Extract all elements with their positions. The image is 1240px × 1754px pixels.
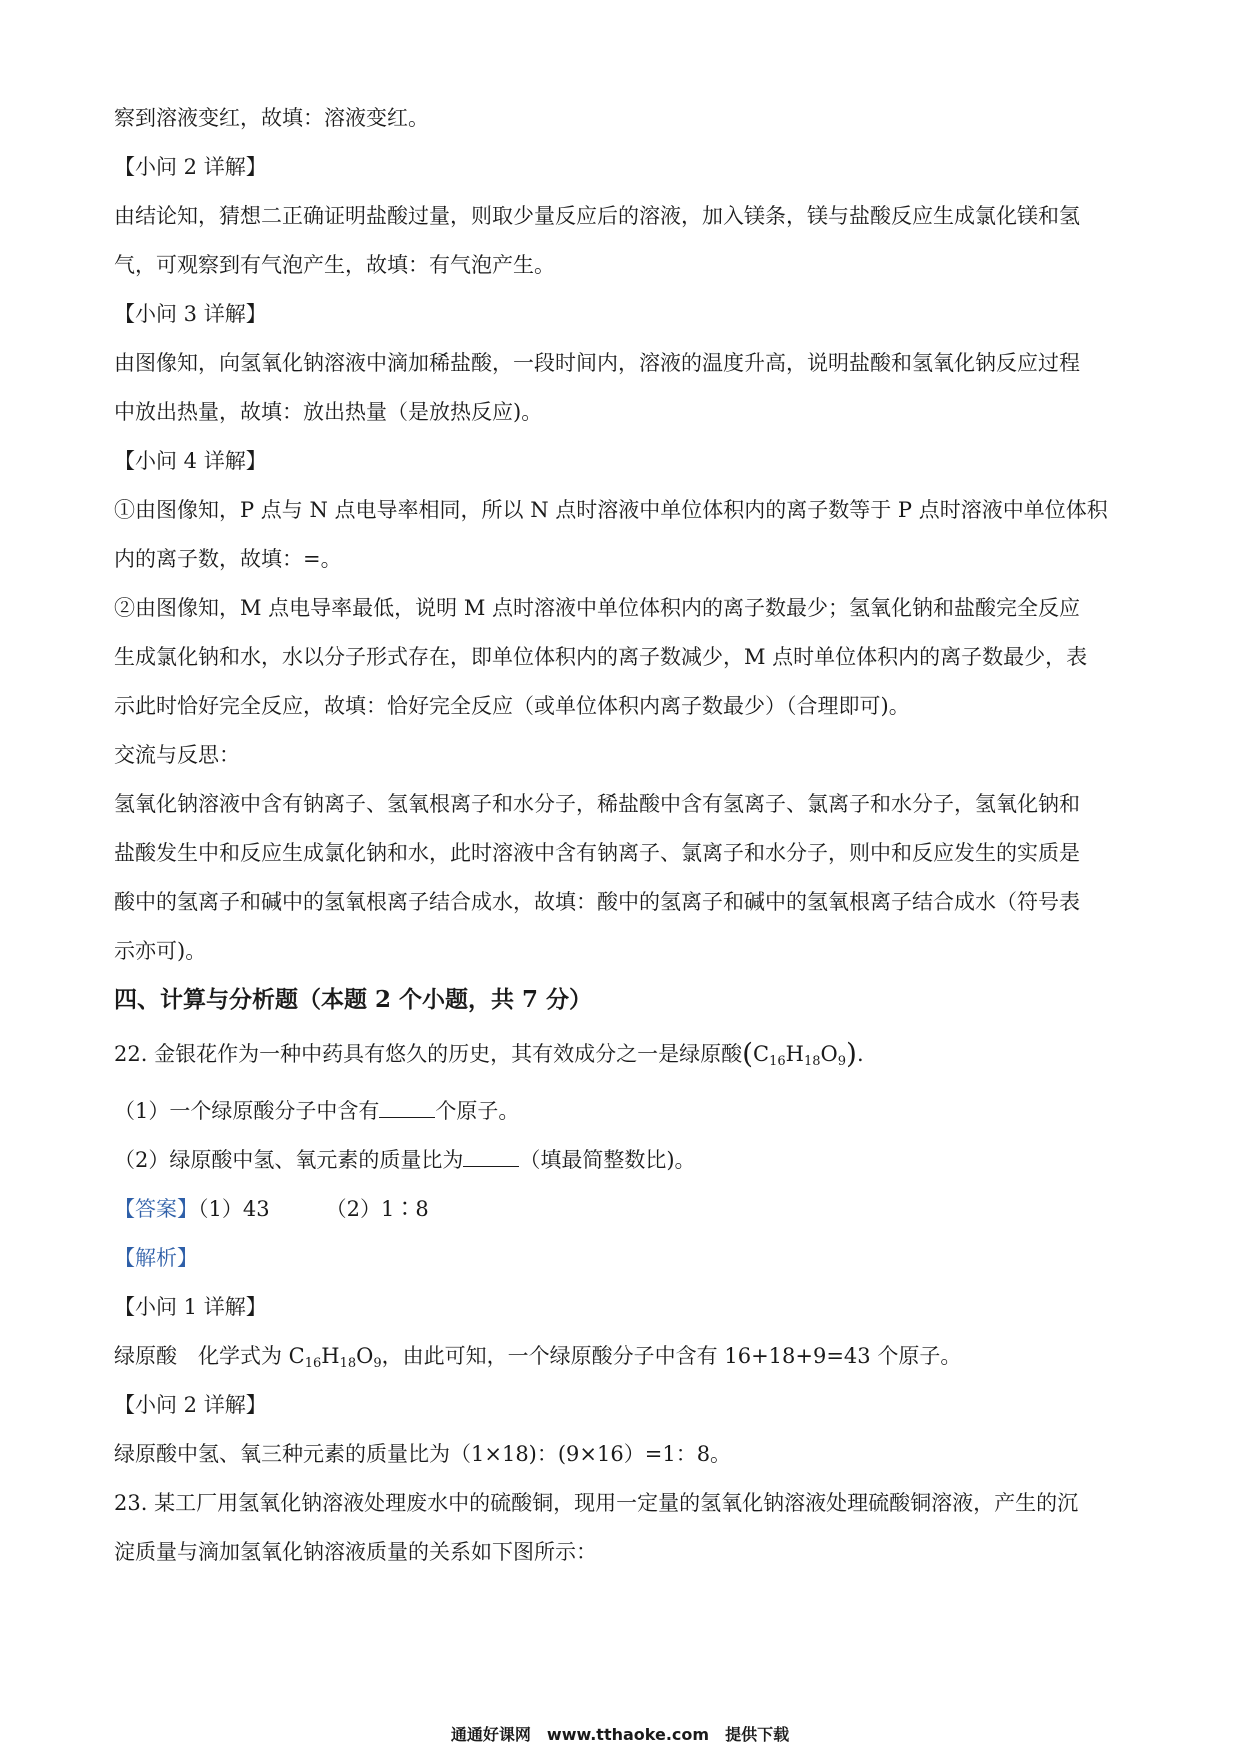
formula-c-count: 16 <box>304 1356 322 1371</box>
question-22-stem: 22. 金银花作为一种中药具有悠久的历史，其有效成分之一是绿原酸$(C_{16}H_{18}O_9)$. <box>114 1037 864 1070</box>
footer-watermark: 通通好课网 www.tthaoke.com 提供下载 <box>450 1725 790 1744</box>
text-line: 氢氧化钠溶液中含有钠离子、氢氧根离子和水分子，稀盐酸中含有氢离子、氯离子和水分子，氢氧化钠和 <box>114 792 1080 816</box>
text-line: 由结论知，猜想二正确证明盐酸过量，则取少量反应后的溶液，加入镁条，镁与盐酸反应生成氯化镁和氢 <box>114 204 1080 228</box>
text-line: ①由图像知，P 点与 N 点电导率相同，所以 N 点时溶液中单位体积内的离子数等于 P 点时溶液中单位体积 <box>114 498 1108 522</box>
text-line: ②由图像知，M 点电导率最低，说明 M 点时溶液中单位体积内的离子数最少；氢氧化钠和盐酸完全反应 <box>114 596 1081 620</box>
text-line: 生成氯化钠和水，水以分子形式存在，即单位体积内的离子数减少，M 点时单位体积内的离子数最少，表 <box>114 645 1088 669</box>
formula-o: O <box>356 1344 374 1368</box>
stem-end: . <box>856 1042 864 1066</box>
answer-2: （2）1∶8 <box>325 1197 429 1221</box>
sub-question-header: 【小问 2 详解】 <box>114 1393 267 1417</box>
text-line: 察到溶液变红，故填：溶液变红。 <box>114 106 429 130</box>
formula-c: C <box>753 1042 770 1066</box>
answer-blank <box>463 1146 519 1167</box>
sub-question-header: 【小问 2 详解】 <box>114 155 267 179</box>
text-line: 交流与反思： <box>114 743 240 767</box>
formula-o-count: 9 <box>373 1356 382 1371</box>
sub2-text: （2）绿原酸中氢、氧元素的质量比为 <box>114 1148 464 1172</box>
detail-1-lead: 绿原酸 化学式为 C <box>114 1344 305 1368</box>
text-line: 盐酸发生中和反应生成氯化钠和水，此时溶液中含有钠离子、氯离子和水分子，则中和反应发生的实质是 <box>114 841 1080 865</box>
detail-1-rest: ，由此可知，一个绿原酸分子中含有 16+18+9=43 个原子。 <box>381 1344 962 1368</box>
text-line: 酸中的氢离子和碱中的氢氧根离子结合成水，故填：酸中的氢离子和碱中的氢氧根离子结合成水（符号表 <box>114 890 1080 914</box>
question-23-line2: 淀质量与滴加氢氧化钠溶液质量的关系如下图所示： <box>114 1540 597 1564</box>
text-line: 内的离子数，故填：=。 <box>114 547 342 571</box>
analysis-tag: 【解析】 <box>114 1246 198 1270</box>
question-22-sub2 <box>114 1146 1130 1174</box>
text-line: 示此时恰好完全反应，故填：恰好完全反应（或单位体积内离子数最少）（合理即可)。 <box>114 694 910 718</box>
text-line: 气，可观察到有气泡产生，故填：有气泡产生。 <box>114 253 555 277</box>
formula-h: H <box>785 1042 804 1066</box>
question-23-line1: 23. 某工厂用氢氧化钠溶液处理废水中的硫酸铜，现用一定量的氢氧化钠溶液处理硫酸铜溶液，产生的沉 <box>114 1491 1079 1515</box>
formula-c-count: 16 <box>769 1054 786 1069</box>
formula-o: O <box>820 1042 838 1066</box>
text-line: 示亦可)。 <box>114 939 207 963</box>
sub1-text: （1）一个绿原酸分子中含有 <box>114 1099 380 1123</box>
sub1-text-end: 个原子。 <box>435 1099 520 1123</box>
formula-o-count: 9 <box>837 1054 847 1069</box>
answer-blank <box>379 1097 435 1118</box>
text-line: 中放出热量，故填：放出热量（是放热反应)。 <box>114 400 543 424</box>
formula-h-count: 18 <box>803 1054 821 1069</box>
detail-1-text <box>114 1342 1130 1378</box>
formula-h-count: 18 <box>339 1356 357 1371</box>
sub-question-header: 【小问 3 详解】 <box>114 302 267 326</box>
detail-2-text: 绿原酸中氢、氧三种元素的质量比为（1×18)：(9×16）=1：8。 <box>114 1442 732 1466</box>
answer-line <box>114 1195 1130 1223</box>
sub-question-header: 【小问 1 详解】 <box>114 1295 267 1319</box>
text-line: 由图像知，向氢氧化钠溶液中滴加稀盐酸，一段时间内，溶液的温度升高，说明盐酸和氢氧化钠反应过程 <box>114 351 1080 375</box>
answer-tag: 【答案】 <box>114 1197 198 1221</box>
question-22-sub1 <box>114 1097 1130 1125</box>
sub2-text-end: （填最简整数比)。 <box>519 1148 696 1172</box>
answer-1: （1）43 <box>198 1197 270 1221</box>
formula-h: H <box>321 1344 340 1368</box>
section-title: 四、计算与分析题（本题 2 个小题，共 7 分） <box>114 986 593 1013</box>
stem-text: 22. 金银花作为一种中药具有悠久的历史，其有效成分之一是绿原酸 <box>114 1042 743 1066</box>
sub-question-header: 【小问 4 详解】 <box>114 449 267 473</box>
